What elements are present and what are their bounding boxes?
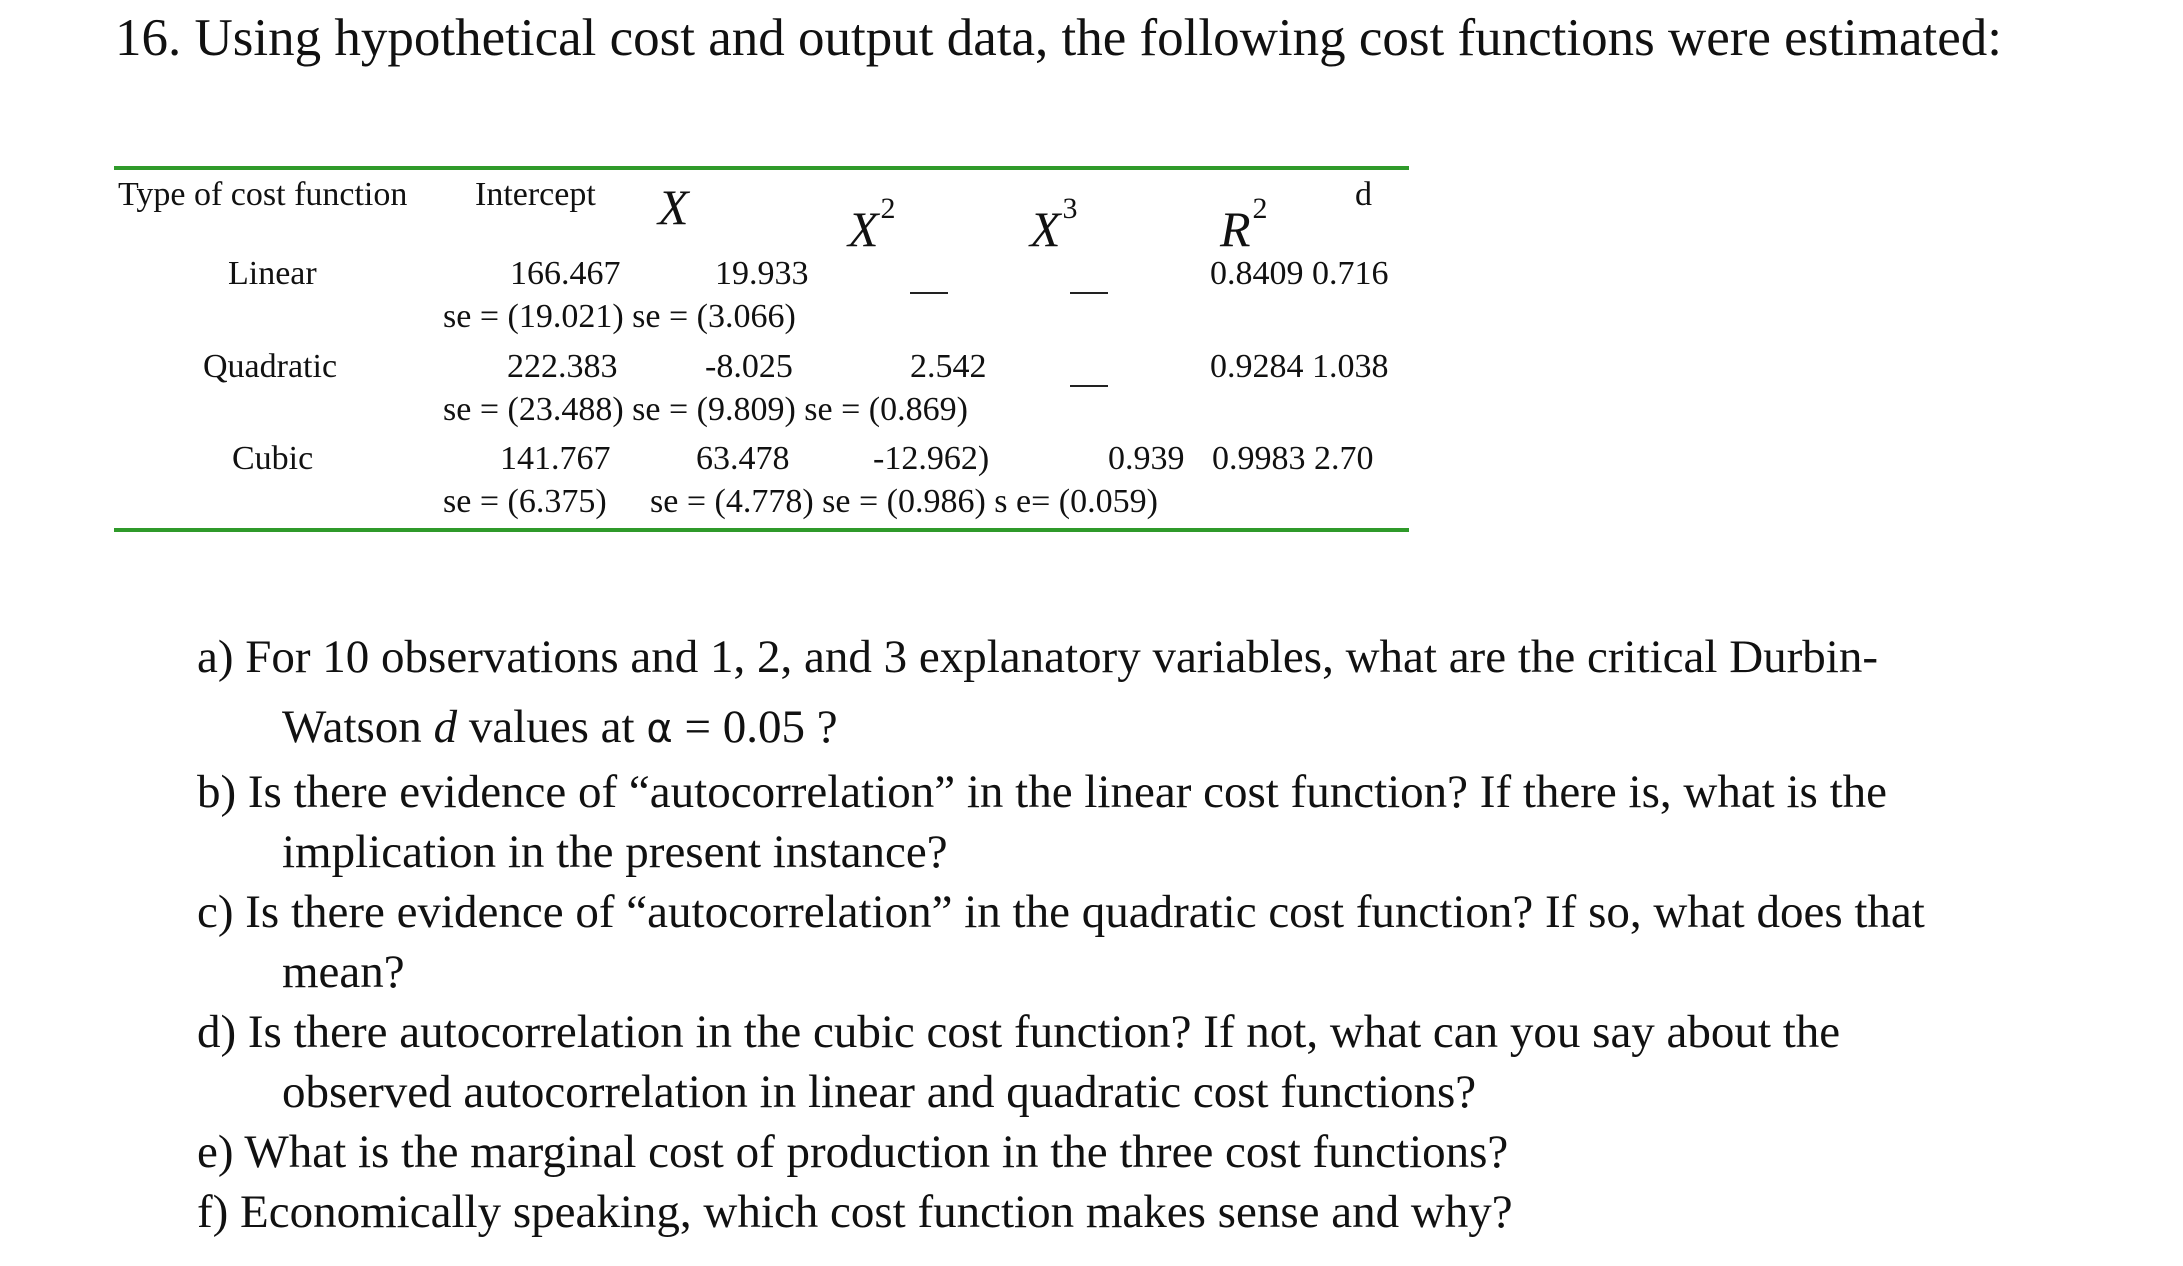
header-x-squared: $X^2$ [848, 192, 896, 257]
question-d-continued: observed autocorrelation in linear and quadratic cost functions? [282, 1066, 1477, 1118]
standard-errors: se = (19.021) se = (3.066) [443, 298, 796, 335]
x3-coefficient: 0.939 [1108, 440, 1185, 477]
intercept-value: 222.383 [507, 348, 618, 385]
row-label: Linear [228, 255, 317, 292]
r2-and-d: 0.8409 0.716 [1210, 255, 1389, 292]
question-c-continued: mean? [282, 946, 405, 998]
header-r-squared: $R^2$ [1220, 192, 1268, 257]
header-d: d [1355, 176, 1372, 213]
question-f: f) Economically speaking, which cost function makes sense and why? [197, 1186, 1513, 1238]
row-label: Cubic [232, 440, 314, 477]
standard-errors: se = (4.778) se = (0.986) s e= (0.059) [650, 483, 1158, 520]
question-e: e) What is the marginal cost of production in the three cost functions? [197, 1126, 1509, 1178]
empty-cell-dash [1070, 385, 1108, 387]
header-type: Type of cost function [118, 176, 408, 213]
standard-errors: se = (6.375) [443, 483, 607, 520]
question-a: a) For 10 observations and 1, 2, and 3 explanatory variables, what are the critical Durbin- [197, 631, 1879, 683]
empty-cell-dash [910, 292, 948, 294]
header-x-cubed: $X^3$ [1030, 192, 1078, 257]
header-x: X [658, 179, 689, 235]
x2-coefficient: 2.542 [910, 348, 987, 385]
intercept-value: 166.467 [510, 255, 621, 292]
x-coefficient: 19.933 [715, 255, 809, 292]
x2-coefficient: -12.962) [873, 440, 990, 477]
table-top-rule [114, 166, 1409, 170]
header-intercept: Intercept [475, 176, 596, 213]
problem-title: 16. Using hypothetical cost and output data, the following cost functions were estimated: [115, 9, 2002, 67]
table-bottom-rule [114, 528, 1409, 532]
question-b-continued: implication in the present instance? [282, 826, 948, 878]
row-label: Quadratic [203, 348, 338, 385]
question-d: d) Is there autocorrelation in the cubic cost function? If not, what can you say about the [197, 1006, 1841, 1058]
r2-and-d: 0.9284 1.038 [1210, 348, 1389, 385]
question-c: c) Is there evidence of “autocorrelation” in the quadratic cost function? If so, what does that [197, 886, 1925, 938]
x-coefficient: -8.025 [705, 348, 793, 385]
question-a-continued: Watson d values at α = 0.05 ? [282, 701, 838, 753]
standard-errors: se = (23.488) se = (9.809) se = (0.869) [443, 391, 968, 428]
r2-and-d: 0.9983 2.70 [1212, 440, 1374, 477]
empty-cell-dash [1070, 292, 1108, 294]
question-b: b) Is there evidence of “autocorrelation” in the linear cost function? If there is, what is the [197, 766, 1888, 818]
intercept-value: 141.767 [500, 440, 611, 477]
x-coefficient: 63.478 [696, 440, 790, 477]
